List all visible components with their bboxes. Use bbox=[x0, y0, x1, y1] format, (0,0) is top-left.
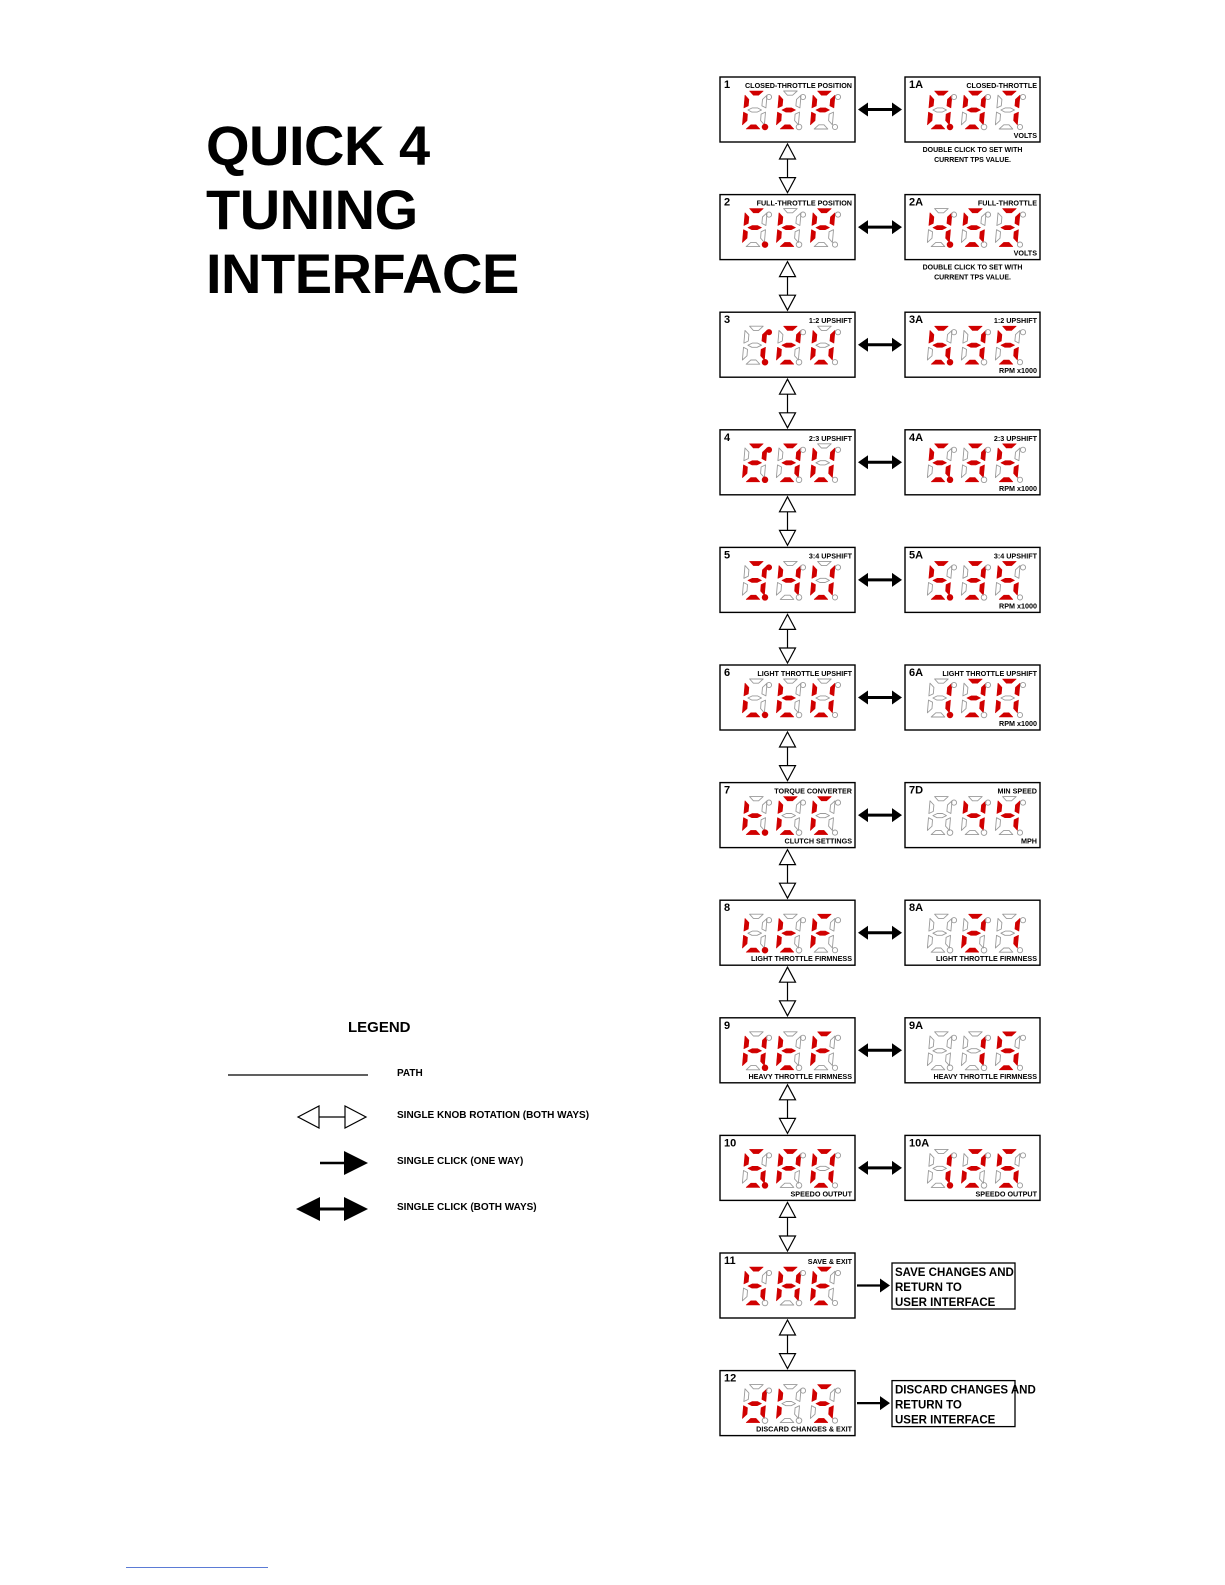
step-4a-decimal-dot-1 bbox=[947, 477, 953, 483]
step-1a-decimal-dot-1 bbox=[947, 124, 953, 130]
step-11-number: 11 bbox=[724, 1255, 736, 1267]
step-2-top-label: FULL-THROTTLE POSITION bbox=[756, 198, 852, 208]
arrow-head bbox=[880, 1396, 890, 1410]
step-6-number: 6 bbox=[724, 667, 731, 679]
step-6-display bbox=[720, 665, 855, 730]
legend-icons bbox=[228, 1075, 368, 1221]
knob-rotation-arrow-11 bbox=[780, 1320, 796, 1369]
step-5-decimal-dot-1 bbox=[762, 595, 768, 601]
footer-rule bbox=[126, 1567, 268, 1568]
step-6a-decimal-dot-1 bbox=[947, 712, 953, 718]
arrow-head-left bbox=[858, 808, 868, 822]
step-4a-bottom-label: RPM x1000 bbox=[999, 483, 1037, 493]
click-both-ways-arrow-5 bbox=[858, 573, 902, 587]
click-both-ways-arrow-7 bbox=[858, 808, 902, 822]
click-both-ways-arrow-2 bbox=[858, 220, 902, 234]
step-6-top-label: LIGHT THROTTLE UPSHIFT bbox=[757, 669, 852, 678]
step-10-bottom-label: SPEEDO OUTPUT bbox=[790, 1189, 852, 1199]
step-7-bottom-label: CLUTCH SETTINGS bbox=[784, 836, 852, 846]
step-5-upper-dot-1 bbox=[766, 565, 771, 570]
knob-rotation-arrow-7 bbox=[780, 850, 796, 899]
step-1a-number: 1A bbox=[909, 79, 924, 91]
step-3-top-label: 1:2 UPSHIFT bbox=[808, 316, 852, 326]
arrow-head-left bbox=[858, 1043, 868, 1057]
click-both-ways-arrow-9 bbox=[858, 1043, 902, 1057]
arrow-head-left bbox=[298, 1106, 319, 1128]
step-5a-decimal-dot-1 bbox=[947, 595, 953, 601]
arrow-head-left bbox=[858, 573, 868, 587]
action-box-12 bbox=[892, 1381, 1036, 1427]
click-both-ways-arrow-4 bbox=[858, 455, 902, 469]
step-8a-display bbox=[905, 900, 1040, 965]
step-3-upper-dot-1 bbox=[766, 330, 771, 335]
knob-rotation-arrow-5 bbox=[780, 614, 796, 663]
arrow-head-right bbox=[892, 1161, 902, 1175]
step-11-top-label: SAVE & EXIT bbox=[807, 1257, 852, 1266]
legend-title: LEGEND bbox=[348, 1019, 411, 1036]
arrow-head-left bbox=[858, 338, 868, 352]
arrow-head-down bbox=[780, 1001, 796, 1016]
arrow-head-left bbox=[296, 1197, 320, 1221]
step-2a-bottom-label: VOLTS bbox=[1013, 248, 1037, 258]
step-7-decimal-dot-1 bbox=[762, 830, 768, 836]
arrow-head-down bbox=[780, 413, 796, 428]
step-3a-top-label: 1:2 UPSHIFT bbox=[993, 316, 1037, 326]
step-5-number: 5 bbox=[724, 549, 731, 562]
step-7-display bbox=[720, 783, 855, 848]
step-12-number: 12 bbox=[724, 1372, 737, 1385]
click-one-way-arrow-12 bbox=[857, 1396, 890, 1410]
step-10a-decimal-dot-1 bbox=[947, 1183, 953, 1189]
arrow-head-up bbox=[780, 732, 796, 747]
step-4-top-label: 2:3 UPSHIFT bbox=[808, 433, 852, 443]
title-line-1: QUICK 4 bbox=[206, 114, 430, 177]
legend-label-single-click-both-ways: SINGLE CLICK (BOTH WAYS) bbox=[397, 1202, 537, 1213]
step-6a-display bbox=[905, 665, 1040, 730]
step-3-display bbox=[720, 312, 855, 377]
arrow-head-up bbox=[780, 144, 796, 159]
step-6a-bottom-label: RPM x1000 bbox=[999, 719, 1037, 728]
knob-rotation-arrow-3 bbox=[780, 379, 796, 428]
arrow-head-down bbox=[780, 1354, 796, 1369]
step-9a-number: 9A bbox=[909, 1019, 924, 1032]
step-4a-number: 4A bbox=[909, 431, 924, 444]
knob-rotation-arrow-6 bbox=[780, 732, 796, 781]
step-7-top-label: TORQUE CONVERTER bbox=[774, 786, 852, 796]
arrow-head-down bbox=[780, 1236, 796, 1251]
legend-label-knob-rotation: SINGLE KNOB ROTATION (BOTH WAYS) bbox=[397, 1110, 590, 1121]
arrow-head-down bbox=[780, 883, 796, 898]
step-1a-bottom-label: VOLTS bbox=[1013, 131, 1037, 140]
step-6-decimal-dot-1 bbox=[762, 712, 768, 718]
step-10-decimal-dot-1 bbox=[762, 1183, 768, 1189]
step-7d-number: 7D bbox=[909, 784, 924, 797]
arrow-head-down bbox=[780, 178, 796, 193]
arrow-head-down bbox=[780, 766, 796, 781]
arrow-head-right bbox=[892, 338, 902, 352]
solid-double-arrow-icon bbox=[296, 1197, 368, 1221]
step-1-number: 1 bbox=[724, 79, 731, 91]
arrow-head-up bbox=[780, 967, 796, 982]
click-both-ways-arrow-1 bbox=[858, 103, 902, 117]
step-4a-top-label: 2:3 UPSHIFT bbox=[993, 433, 1037, 443]
arrow-head-up bbox=[780, 1320, 796, 1335]
action-box-11 bbox=[892, 1263, 1015, 1309]
step-2a-number: 2A bbox=[909, 196, 924, 209]
step-7d-top-label: MIN SPEED bbox=[997, 786, 1037, 796]
note-line-1A-1: DOUBLE CLICK TO SET WITH bbox=[922, 147, 1023, 154]
step-10-display bbox=[720, 1135, 855, 1200]
step-4-upper-dot-1 bbox=[766, 447, 771, 452]
hollow-double-arrow-icon bbox=[298, 1106, 366, 1128]
click-both-ways-arrow-8 bbox=[858, 926, 902, 940]
step-7-number: 7 bbox=[724, 784, 731, 797]
arrow-head-up bbox=[780, 850, 796, 865]
step-9a-bottom-label: HEAVY THROTTLE FIRMNESS bbox=[933, 1071, 1037, 1081]
step-12-display bbox=[720, 1371, 855, 1436]
arrow-head bbox=[880, 1279, 890, 1293]
step-2-display bbox=[720, 195, 855, 260]
step-2a-decimal-dot-1 bbox=[947, 242, 953, 248]
arrow-head-right bbox=[892, 455, 902, 469]
step-5a-top-label: 3:4 UPSHIFT bbox=[993, 551, 1037, 561]
click-both-ways-arrow-6 bbox=[858, 691, 902, 705]
arrow-head-down bbox=[780, 295, 796, 310]
step-11-display bbox=[720, 1253, 855, 1318]
step-9-bottom-label: HEAVY THROTTLE FIRMNESS bbox=[748, 1071, 852, 1081]
step-5a-bottom-label: RPM x1000 bbox=[999, 601, 1037, 611]
arrow-head-left bbox=[858, 1161, 868, 1175]
step-12-bottom-label: DISCARD CHANGES & EXIT bbox=[756, 1424, 852, 1434]
note-line-2A-1: DOUBLE CLICK TO SET WITH bbox=[922, 264, 1023, 272]
step-3-decimal-dot-1 bbox=[762, 359, 768, 365]
step-2-decimal-dot-1 bbox=[762, 242, 768, 248]
title-line-2: TUNING bbox=[206, 178, 418, 241]
arrow-head-right bbox=[892, 691, 902, 705]
note-line-2A-2: CURRENT TPS VALUE. bbox=[934, 274, 1011, 282]
arrow-head-right bbox=[344, 1197, 368, 1221]
arrow-head-left bbox=[858, 103, 868, 117]
step-3-number: 3 bbox=[724, 314, 731, 327]
action-line-3: USER INTERFACE bbox=[895, 1414, 996, 1427]
step-2-number: 2 bbox=[724, 196, 731, 209]
arrow-head-up bbox=[780, 614, 796, 629]
arrow-head-up bbox=[780, 1085, 796, 1100]
step-4-number: 4 bbox=[724, 431, 731, 444]
action-line-2: RETURN TO bbox=[895, 1399, 962, 1412]
arrow-head-up bbox=[780, 262, 796, 277]
step-2a-display bbox=[905, 195, 1040, 260]
arrow-head-left bbox=[858, 691, 868, 705]
arrow-head-right bbox=[892, 926, 902, 940]
arrow-head-right bbox=[345, 1106, 366, 1128]
step-5a-display bbox=[905, 547, 1040, 612]
step-4a-display bbox=[905, 430, 1040, 495]
arrow-head-down bbox=[780, 530, 796, 545]
step-8a-number: 8A bbox=[909, 902, 924, 915]
step-7d-bottom-label: MPH bbox=[1021, 836, 1037, 846]
step-2a-top-label: FULL-THROTTLE bbox=[977, 198, 1037, 208]
step-8-display bbox=[720, 900, 855, 965]
legend-label-path: PATH bbox=[397, 1068, 423, 1079]
step-6a-number: 6A bbox=[909, 667, 924, 679]
step-9a-display bbox=[905, 1018, 1040, 1083]
action-line-1: DISCARD CHANGES AND bbox=[895, 1384, 1036, 1397]
step-5-top-label: 3:4 UPSHIFT bbox=[808, 551, 852, 561]
step-9-number: 9 bbox=[724, 1019, 731, 1032]
solid-arrow-icon bbox=[320, 1151, 368, 1175]
arrow-head-right bbox=[892, 1043, 902, 1057]
step-1-top-label: CLOSED-THROTTLE POSITION bbox=[744, 81, 852, 90]
knob-rotation-arrow-2 bbox=[780, 262, 796, 311]
arrow-head-right bbox=[892, 220, 902, 234]
arrow-head-up bbox=[780, 1202, 796, 1217]
step-10a-display bbox=[905, 1135, 1040, 1200]
note-line-1A-2: CURRENT TPS VALUE. bbox=[934, 157, 1011, 164]
step-1-display bbox=[720, 77, 855, 142]
arrow-head-left bbox=[858, 926, 868, 940]
step-1a-top-label: CLOSED-THROTTLE bbox=[966, 81, 1037, 90]
step-7d-display bbox=[905, 783, 1040, 848]
step-6a-top-label: LIGHT THROTTLE UPSHIFT bbox=[942, 669, 1037, 678]
click-both-ways-arrow-3 bbox=[858, 338, 902, 352]
click-one-way-arrow-11 bbox=[857, 1279, 890, 1293]
step-3a-display bbox=[905, 312, 1040, 377]
step-3a-decimal-dot-1 bbox=[947, 359, 953, 365]
arrow-head-right bbox=[892, 103, 902, 117]
knob-rotation-arrow-9 bbox=[780, 1085, 796, 1134]
step-10a-bottom-label: SPEEDO OUTPUT bbox=[975, 1189, 1037, 1199]
step-8-decimal-dot-1 bbox=[762, 947, 768, 953]
step-3a-bottom-label: RPM x1000 bbox=[999, 366, 1037, 376]
step-5a-number: 5A bbox=[909, 549, 924, 562]
knob-rotation-arrow-1 bbox=[780, 144, 796, 193]
step-9-display bbox=[720, 1018, 855, 1083]
action-line-2: RETURN TO bbox=[895, 1282, 962, 1294]
step-8-number: 8 bbox=[724, 902, 731, 915]
arrow-head-left bbox=[858, 455, 868, 469]
knob-rotation-arrow-8 bbox=[780, 967, 796, 1016]
click-both-ways-arrow-10 bbox=[858, 1161, 902, 1175]
arrow-head bbox=[344, 1151, 368, 1175]
step-8-bottom-label: LIGHT THROTTLE FIRMNESS bbox=[750, 954, 852, 964]
arrow-head-right bbox=[892, 573, 902, 587]
step-4-decimal-dot-1 bbox=[762, 477, 768, 483]
step-5-display bbox=[720, 547, 855, 612]
arrow-head-up bbox=[780, 497, 796, 512]
step-1-decimal-dot-1 bbox=[762, 124, 768, 130]
step-3a-number: 3A bbox=[909, 314, 924, 327]
step-4-display bbox=[720, 430, 855, 495]
step-8a-bottom-label: LIGHT THROTTLE FIRMNESS bbox=[935, 954, 1037, 964]
action-line-3: USER INTERFACE bbox=[895, 1297, 996, 1309]
step-10-number: 10 bbox=[724, 1137, 737, 1150]
action-line-1: SAVE CHANGES AND bbox=[895, 1267, 1014, 1279]
knob-rotation-arrow-10 bbox=[780, 1202, 796, 1251]
step-10a-number: 10A bbox=[909, 1137, 930, 1150]
step-9-decimal-dot-1 bbox=[762, 1065, 768, 1071]
step-1a-display bbox=[905, 77, 1040, 142]
legend-label-single-click-one-way: SINGLE CLICK (ONE WAY) bbox=[397, 1156, 524, 1167]
arrow-head-down bbox=[780, 648, 796, 663]
arrow-head-left bbox=[858, 220, 868, 234]
arrow-head-down bbox=[780, 1118, 796, 1133]
arrow-head-right bbox=[892, 808, 902, 822]
knob-rotation-arrow-4 bbox=[780, 497, 796, 546]
arrow-head-up bbox=[780, 379, 796, 394]
title-line-3: INTERFACE bbox=[206, 242, 519, 305]
